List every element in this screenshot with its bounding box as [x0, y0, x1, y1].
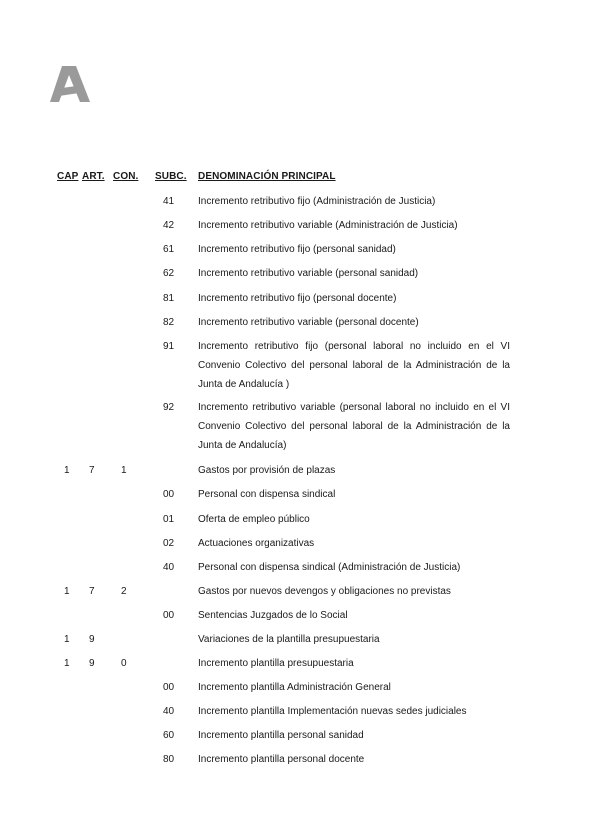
- denominacion-cell: Variaciones de la plantilla presupuestaria: [198, 634, 380, 645]
- art-cell: 9: [89, 658, 95, 669]
- denominacion-cell: Incremento plantilla Administración General: [198, 682, 391, 693]
- denominacion-cell: Actuaciones organizativas: [198, 538, 315, 549]
- subc-cell: 81: [163, 293, 175, 304]
- denominacion-cell: Personal con dispensa sindical (Administración de Justicia): [198, 562, 461, 573]
- denominacion-cell: Gastos por nuevos devengos y obligaciones no previstas: [198, 586, 451, 597]
- denominacion-cell: Personal con dispensa sindical: [198, 489, 336, 500]
- denominacion-cell: Incremento plantilla personal sanidad: [198, 730, 364, 741]
- column-header-cap: CAP: [57, 171, 79, 182]
- subc-cell: 61: [163, 244, 175, 255]
- column-header-art: ART.: [82, 171, 105, 182]
- subc-cell: 41: [163, 196, 175, 207]
- subc-cell: 00: [163, 610, 175, 621]
- denominacion-cell: Incremento retributivo variable (Administración de Justicia): [198, 220, 458, 231]
- con-cell: 1: [121, 465, 127, 476]
- subc-cell: 00: [163, 682, 175, 693]
- column-header-denominacion: DENOMINACIÓN PRINCIPAL: [198, 171, 336, 182]
- art-cell: 7: [89, 586, 95, 597]
- denominacion-cell: Incremento retributivo variable (personal laboral no incluido en el VI Convenio Colectivo del personal laboral de la Administración de la Junta de Andalucía): [198, 402, 510, 451]
- denominacion-cell: Incremento retributivo fijo (Administración de Justicia): [198, 196, 436, 207]
- denominacion-cell: Incremento retributivo fijo (personal laboral no incluido en el VI Convenio Colectivo del personal laboral de la Administración de la Junta de Andalucía ): [198, 341, 510, 390]
- subc-cell: 60: [163, 730, 175, 741]
- subc-cell: 92: [163, 402, 175, 413]
- subc-cell: 02: [163, 538, 175, 549]
- subc-cell: 40: [163, 706, 175, 717]
- cap-cell: 1: [64, 586, 70, 597]
- subc-cell: 80: [163, 754, 175, 765]
- andalucia-logo-icon: [50, 66, 90, 102]
- denominacion-cell: Incremento plantilla Implementación nuevas sedes judiciales: [198, 706, 467, 717]
- subc-cell: 01: [163, 514, 175, 525]
- cap-cell: 1: [64, 465, 70, 476]
- denominacion-cell: Incremento retributivo variable (personal docente): [198, 317, 419, 328]
- denominacion-cell: Oferta de empleo público: [198, 514, 310, 525]
- subc-cell: 42: [163, 220, 175, 231]
- cap-cell: 1: [64, 634, 70, 645]
- column-header-con: CON.: [113, 171, 139, 182]
- column-header-subc: SUBC.: [155, 171, 187, 182]
- subc-cell: 91: [163, 341, 175, 352]
- subc-cell: 62: [163, 268, 175, 279]
- denominacion-cell: Incremento retributivo variable (personal sanidad): [198, 268, 419, 279]
- con-cell: 0: [121, 658, 127, 669]
- denominacion-cell: Sentencias Juzgados de lo Social: [198, 610, 348, 621]
- denominacion-cell: Incremento retributivo fijo (personal docente): [198, 293, 397, 304]
- subc-cell: 40: [163, 562, 175, 573]
- con-cell: 2: [121, 586, 127, 597]
- denominacion-cell: Gastos por provisión de plazas: [198, 465, 336, 476]
- denominacion-cell: Incremento plantilla personal docente: [198, 754, 365, 765]
- denominacion-cell: Incremento retributivo fijo (personal sanidad): [198, 244, 396, 255]
- art-cell: 7: [89, 465, 95, 476]
- subc-cell: 00: [163, 489, 175, 500]
- subc-cell: 82: [163, 317, 175, 328]
- cap-cell: 1: [64, 658, 70, 669]
- art-cell: 9: [89, 634, 95, 645]
- denominacion-cell: Incremento plantilla presupuestaria: [198, 658, 354, 669]
